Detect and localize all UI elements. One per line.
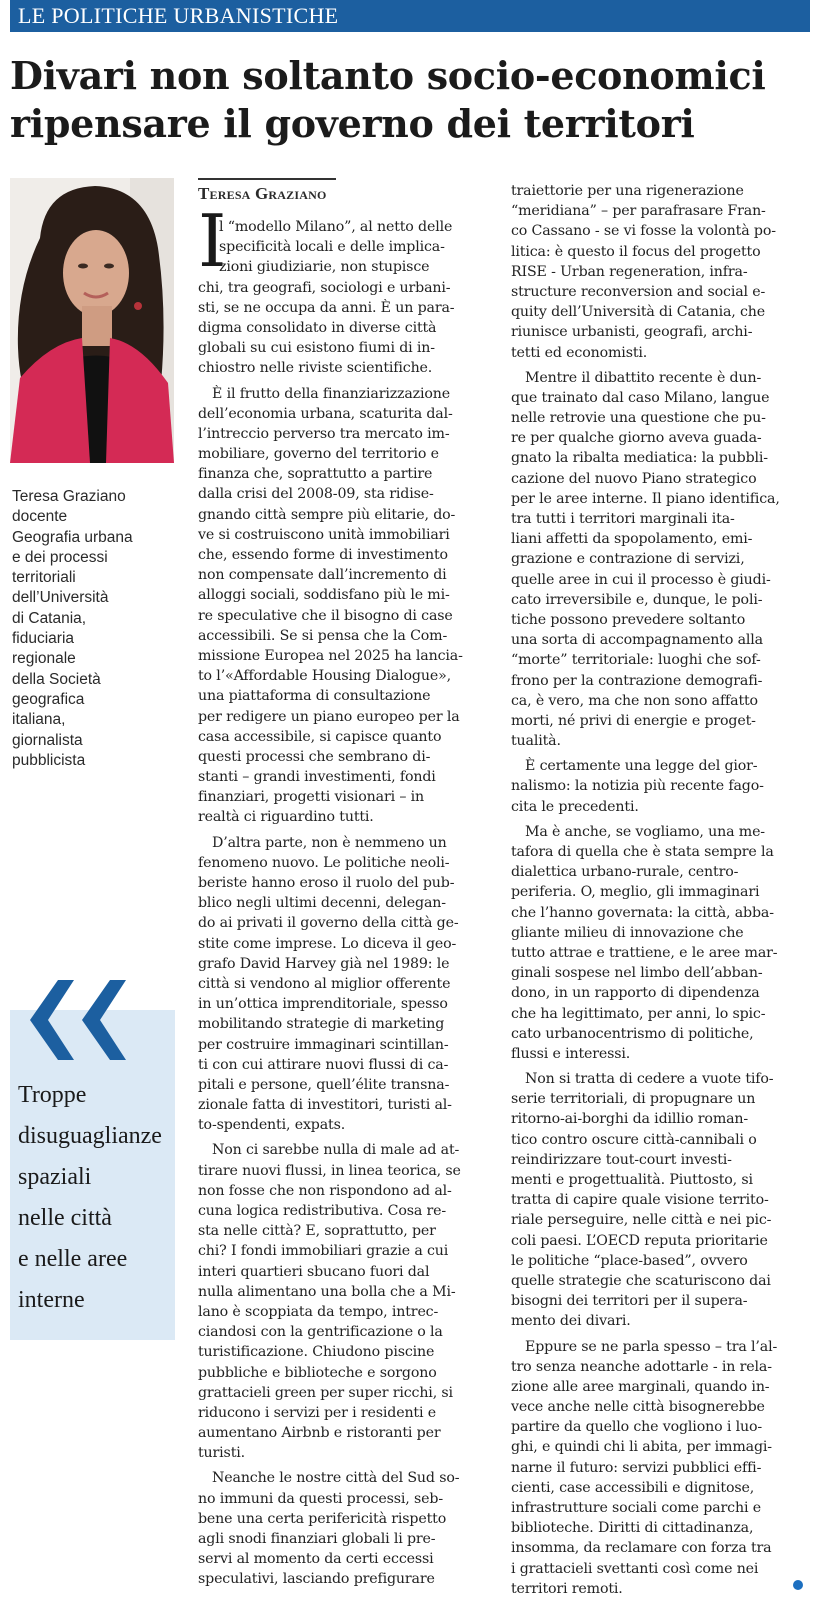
caption-line: della Società <box>12 670 101 688</box>
article-line: pitali e persone, quell’élite transna- <box>198 1076 450 1093</box>
caption-line: regionale <box>12 650 76 668</box>
quote-line: interne <box>18 1287 85 1313</box>
article-line: tafora di quella che è stata sempre la <box>511 844 774 860</box>
article-line: blico negli ultimi decenni, delegan- <box>198 895 446 912</box>
article-line: realtà ci riguardino tutti. <box>198 809 374 826</box>
article-line: to-spendenti, expats. <box>198 1117 346 1134</box>
article-line: sta nelle città? E, soprattutto, per <box>198 1223 436 1240</box>
end-of-article-dot <box>793 1580 803 1590</box>
article-line: servi al momento da certi eccessi <box>198 1551 434 1568</box>
article-line: dono, in un rapporto di dipendenza <box>511 985 760 1002</box>
article-line: agli snodi finanziari globali li pre- <box>198 1531 436 1547</box>
article-line: sti, se ne occupa da anni. È un para- <box>198 299 455 316</box>
headline-line-2: ripensare il governo dei territori <box>10 101 695 146</box>
article-line: Non si tratta di cedere a vuote tifo- <box>525 1071 774 1088</box>
article-line: fenomeno nuovo. Le politiche neoli- <box>198 854 450 871</box>
caption-line: fiduciaria <box>12 630 75 648</box>
article-line: riducono i servizi per i residenti e <box>198 1404 436 1421</box>
article-line: pubbliche e biblioteche e sorgono <box>198 1364 437 1381</box>
section-title: LE POLITICHE URBANISTICHE <box>18 3 339 28</box>
quote-line: disuguaglianze <box>18 1123 162 1149</box>
article-line: questi processi che sembrano di- <box>198 748 431 765</box>
article-line: co Cassano - se vi fosse la volontà po- <box>511 223 776 240</box>
article-line: frono per la contrazione demografi- <box>511 672 763 689</box>
article-line: insomma, da reclamare con forza tra <box>511 1540 772 1557</box>
article-line: dialettica urbano-rurale, centro- <box>511 864 739 881</box>
article-line: specificità locali e delle implica- <box>219 239 445 256</box>
article-line: ve si costruiscono unità immobiliari <box>198 526 450 543</box>
article-line: chi, tra geografi, sociologi e urbani- <box>198 279 451 296</box>
article-line: “meridiana” – per parafrasare Fran- <box>511 203 766 220</box>
article-line: ghi, e quindi chi li abita, per immagi- <box>511 1439 772 1456</box>
article-line: per le aree interne. Il piano identifica, <box>511 490 780 507</box>
article-line: bene una certa perifericità rispetto <box>198 1510 447 1527</box>
article-line: finanza che, soprattutto a partire <box>198 466 433 483</box>
article-line: nelle retrovie una questione che pu- <box>511 410 766 427</box>
article-line: re speculative che il bisogno di case <box>198 607 453 624</box>
article-line: gnando città sempre più elitarie, do- <box>198 506 456 523</box>
article-line: aumentano Airbnb e ristoranti per <box>198 1425 441 1442</box>
article-line: dalla crisi del 2008-09, sta ridise- <box>198 486 434 503</box>
article-line: biblioteche. Diritti di cittadinanza, <box>511 1520 754 1537</box>
article-line: missione Europea nel 2025 ha lancia- <box>198 647 463 664</box>
article-line: menti e progettualità. Piuttosto, si <box>511 1172 753 1188</box>
caption-line: giornalista <box>12 731 83 749</box>
article-line: reindirizzare tout-court investi- <box>511 1151 732 1168</box>
article-line: le politiche “place-based”, ovvero <box>511 1252 748 1269</box>
article-headline <box>10 52 810 148</box>
article-line: nulla alimentano una bolla che a Mi- <box>198 1283 456 1300</box>
article-line: Ma è anche, se vogliamo, una me- <box>525 823 765 840</box>
article-line: globali su cui esistono fiumi di in- <box>198 340 435 357</box>
caption-line: dell’Università <box>12 589 109 607</box>
article-line: flussi e interessi. <box>511 1045 631 1062</box>
article-line: Neanche le nostre città del Sud so- <box>212 1470 460 1487</box>
article-line: che, essendo forme di investimento <box>198 547 448 563</box>
article-line: narne il futuro: servizi pubblici effi- <box>511 1459 762 1476</box>
quote-line: spaziali <box>18 1164 92 1190</box>
quote-line: e nelle aree <box>18 1246 128 1272</box>
article-line: grafo David Harvey già nel 1989: le <box>198 955 450 972</box>
article-line: i grattacieli svettanti così come nei <box>511 1560 759 1577</box>
article-line: cuna logica redistributiva. Cosa re- <box>198 1203 447 1219</box>
article-line: per redigere un piano europeo per la <box>198 708 460 725</box>
caption-line: di Catania, <box>12 609 87 627</box>
article-line: tiche possono prevedere soltanto <box>511 611 746 628</box>
article-line: È certamente una legge del gior- <box>525 758 758 775</box>
article-line: cazione del nuovo Piano strategico <box>511 470 757 487</box>
article-line: re per qualche giorno aveva guada- <box>511 430 762 447</box>
article-line: RISE - Urban regeneration, infra- <box>511 263 748 280</box>
article-line: cienti, case accessibili e dignitose, <box>511 1479 755 1496</box>
article-line: non fosse che non rispondono ad al- <box>198 1182 452 1199</box>
article-line: zionale fatta di investitori, turisti al- <box>198 1097 452 1114</box>
article-line: che l’hanno governata: la città, abba- <box>511 904 774 921</box>
article-line: tro senza neanche adottarle - in rela- <box>511 1358 772 1375</box>
article-line: l “modello Milano”, al netto delle <box>219 219 453 235</box>
caption-line: e dei processi <box>12 548 108 566</box>
article-line: accessibili. Se si pensa che la Com- <box>198 627 448 644</box>
article-line: no immuni da questi processi, seb- <box>198 1490 443 1507</box>
article-line: ca, è vero, ma che non sono affatto <box>511 692 758 709</box>
article-line: che ha legittimato, per anni, lo spic- <box>511 1005 766 1022</box>
article-line: quity dell’Università di Catania, che <box>511 304 766 321</box>
article-line: quelle strategie che scaturiscono dai <box>511 1272 771 1289</box>
author-photo <box>10 178 174 463</box>
article-line: to l’«Affordable Housing Dialogue», <box>198 668 451 685</box>
article-line: infrastrutture sociali come parchi e <box>511 1500 761 1516</box>
article-line: vece anche nelle città bisognerebbe <box>511 1399 765 1416</box>
quote-line: nelle città <box>18 1205 112 1231</box>
article-line: tetti ed economisti. <box>511 344 648 361</box>
article-line: Eppure se ne parla spesso – tra l’al- <box>525 1338 778 1355</box>
article-line: speculativi, lasciando prefigurare <box>198 1571 435 1588</box>
article-line: non compensate dall’incremento di <box>198 567 447 584</box>
article-line: gnato la ribalta mediatica: la pubbli- <box>511 450 768 467</box>
article-line: cita le precedenti. <box>511 798 639 815</box>
article-line: “morte” territoriale: luoghi che sof- <box>511 652 761 669</box>
article-column-2 <box>511 181 809 1599</box>
caption-line: Geografia urbana <box>12 528 133 546</box>
caption-line: territoriali <box>12 569 76 587</box>
article-line: ginali sospese nel limbo dell’abban- <box>511 965 763 982</box>
article-line: do ai privati il governo della città ge- <box>198 915 459 932</box>
article-line: liani affetti da spopolamento, emi- <box>511 531 753 548</box>
article-line: in un’ottica imprenditoriale, spesso <box>198 996 448 1013</box>
article-line: periferia. O, meglio, gli immaginari <box>511 884 760 901</box>
article-line: interi quartieri sbucano fuori dal <box>198 1263 430 1280</box>
article-line: mobilitando strategie di marketing <box>198 1016 445 1033</box>
article-line: grazione e contrazione di servizi, <box>511 551 745 568</box>
article-line: tirare nuovi flussi, in linea teorica, se <box>198 1162 461 1179</box>
article-line: zione alle aree marginali, quando in- <box>511 1378 770 1395</box>
article-line: serie territoriali, di propugnare un <box>511 1091 756 1108</box>
article-line: beriste hanno eroso il ruolo del pub- <box>198 875 455 891</box>
article-line: lano è scoppiata da tempo, intrec- <box>198 1303 439 1320</box>
author-byline: Teresa Graziano <box>198 184 327 203</box>
article-line: riunisce urbanisti, geografi, archi- <box>511 324 753 341</box>
article-line: ti con cui attirare nuovi flussi di ca- <box>198 1056 449 1073</box>
article-line: tualità. <box>511 733 561 750</box>
article-line: territori remoti. <box>511 1580 623 1597</box>
article-line: Non ci sarebbe nulla di male ad at- <box>212 1142 460 1159</box>
article-line: chi? I fondi immobiliari grazie a cui <box>198 1243 449 1260</box>
article-line: D’altra parte, non è nemmeno un <box>212 834 447 851</box>
article-line: coli paesi. L’OECD reputa prioritarie <box>511 1232 768 1249</box>
byline-rule <box>198 178 336 180</box>
caption-line: pubblicista <box>12 751 86 769</box>
article-line: una piattaforma di consultazione <box>198 688 431 705</box>
article-line: morti, né privi di energie e proget- <box>511 712 756 729</box>
article-line: turistificazione. Chiudono piscine <box>198 1344 435 1361</box>
article-line: l’intreccio perverso tra mercato im- <box>198 425 450 442</box>
caption-line: Teresa Graziano <box>12 488 126 505</box>
article-line: quelle aree in cui il processo è giudi- <box>511 571 771 588</box>
article-line: chiostro nelle riviste scientifiche. <box>198 360 433 377</box>
article-line: nalismo: la notizia più recente fago- <box>511 778 764 795</box>
article-line: Mentre il dibattito recente è dun- <box>525 369 762 386</box>
article-line: alloggi sociali, soddisfano più le mi- <box>198 587 450 604</box>
article-line: dell’economia urbana, scaturita dal- <box>198 405 453 422</box>
quote-line: Troppe <box>18 1082 87 1108</box>
article-line: stite come imprese. Lo diceva il geo- <box>198 935 457 952</box>
article-line: cato irreversibile e, dunque, le poli- <box>511 591 763 608</box>
article-line: structure reconversion and social e- <box>511 283 766 300</box>
article-line: litica: è questo il focus del progetto <box>511 243 761 260</box>
drop-cap: I <box>198 199 227 283</box>
article-line: stanti – grandi investimenti, fondi <box>198 769 436 786</box>
article-line: traiettorie per una rigenerazione <box>511 183 744 199</box>
article-line: mento dei divari. <box>511 1313 631 1330</box>
article-line: città si vendono al miglior offerente <box>198 975 451 992</box>
article-line: una sorta di accompagnamento alla <box>511 632 763 649</box>
article-line: tico contro oscure città-cannibali o <box>511 1131 757 1148</box>
caption-line: docente <box>12 508 68 526</box>
article-line: tutto attrae e trattiene, e le aree mar- <box>511 944 778 961</box>
headline-line-1: Divari non soltanto socio-economici <box>10 53 766 98</box>
quote-marks-icon <box>18 975 148 1065</box>
article-line: cato urbanocentrismo di politiche, <box>511 1025 754 1042</box>
article-line: que trainato dal caso Milano, langue <box>511 389 770 406</box>
article-line: ritorno-ai-borghi da idillio roman- <box>511 1111 749 1128</box>
article-line: grattacieli green per super ricchi, si <box>198 1384 453 1401</box>
article-line: finanziari, progetti visionari – in <box>198 789 425 806</box>
photo-caption <box>12 487 177 771</box>
article-line: digma consolidato in diverse città <box>198 319 437 336</box>
section-header-bar <box>10 0 810 32</box>
article-line: per costruire immaginari scintillan- <box>198 1036 449 1053</box>
article-line: partire da quello che vogliono i luo- <box>511 1419 762 1436</box>
article-line: gliante milieu di innovazione che <box>511 924 744 941</box>
caption-line: geografica <box>12 690 85 708</box>
article-line: zioni giudiziarie, non stupisce <box>219 259 430 276</box>
article-line: casa accessibile, si capisce quanto <box>198 728 442 745</box>
article-line: turisti. <box>198 1445 245 1462</box>
article-line: tratta di capire quale visione territo- <box>511 1192 769 1209</box>
caption-line: italiana, <box>12 711 66 729</box>
pull-quote-text <box>18 1075 178 1321</box>
article-line: tra tutti i territori marginali ita- <box>511 511 735 527</box>
article-line: bisogni dei territori per il supera- <box>511 1293 748 1310</box>
article-line: ciandosi con la gentrificazione o la <box>198 1324 443 1341</box>
article-column-1 <box>198 217 493 1590</box>
article-line: mobiliare, governo del territorio e <box>198 446 439 463</box>
article-line: riale perseguire, nelle città e nei pic- <box>511 1212 772 1229</box>
article-line: È il frutto della finanziarizzazione <box>212 385 451 402</box>
